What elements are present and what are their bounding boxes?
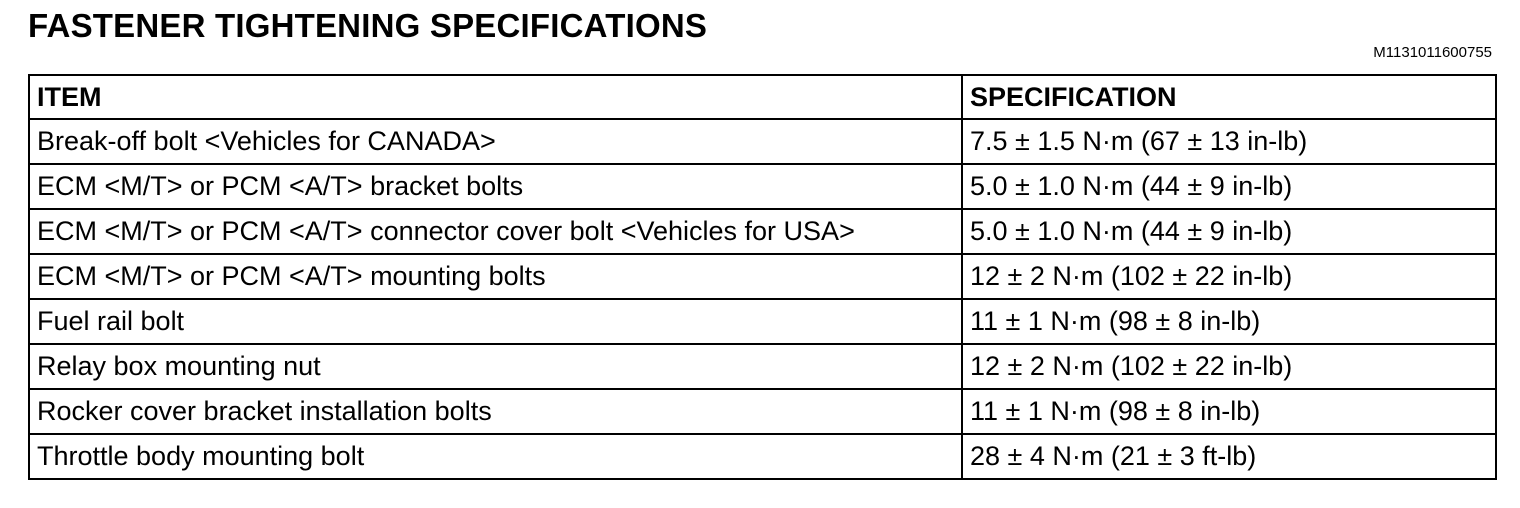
specification-cell: 11 ± 1 N·m (98 ± 8 in-lb) xyxy=(962,299,1496,344)
specification-cell: 12 ± 2 N·m (102 ± 22 in-lb) xyxy=(962,344,1496,389)
specification-cell: 28 ± 4 N·m (21 ± 3 ft-lb) xyxy=(962,434,1496,479)
specification-cell: 5.0 ± 1.0 N·m (44 ± 9 in-lb) xyxy=(962,209,1496,254)
table-header-row xyxy=(29,75,1496,119)
table-row xyxy=(29,344,1496,389)
item-cell: Relay box mounting nut xyxy=(29,344,962,389)
item-cell: Rocker cover bracket installation bolts xyxy=(29,389,962,434)
column-header-item: ITEM xyxy=(29,75,962,119)
table-row xyxy=(29,434,1496,479)
item-cell: ECM <M/T> or PCM <A/T> bracket bolts xyxy=(29,164,962,209)
table-row xyxy=(29,209,1496,254)
item-cell: Fuel rail bolt xyxy=(29,299,962,344)
item-cell: ECM <M/T> or PCM <A/T> connector cover bolt <Vehicles for USA> xyxy=(29,209,962,254)
specification-cell: 7.5 ± 1.5 N·m (67 ± 13 in-lb) xyxy=(962,119,1496,164)
page-title: FASTENER TIGHTENING SPECIFICATIONS xyxy=(28,7,708,44)
specification-cell: 5.0 ± 1.0 N·m (44 ± 9 in-lb) xyxy=(962,164,1496,209)
item-cell: ECM <M/T> or PCM <A/T> mounting bolts xyxy=(29,254,962,299)
specification-cell: 12 ± 2 N·m (102 ± 22 in-lb) xyxy=(962,254,1496,299)
table-row xyxy=(29,299,1496,344)
column-header-specification: SPECIFICATION xyxy=(962,75,1496,119)
fastener-spec-table xyxy=(28,74,1497,480)
table-row xyxy=(29,164,1496,209)
table-row xyxy=(29,119,1496,164)
table-row xyxy=(29,389,1496,434)
item-cell: Throttle body mounting bolt xyxy=(29,434,962,479)
table-row xyxy=(29,254,1496,299)
item-cell: Break-off bolt <Vehicles for CANADA> xyxy=(29,119,962,164)
document-id: M1131011600755 xyxy=(1373,44,1492,61)
specification-cell: 11 ± 1 N·m (98 ± 8 in-lb) xyxy=(962,389,1496,434)
